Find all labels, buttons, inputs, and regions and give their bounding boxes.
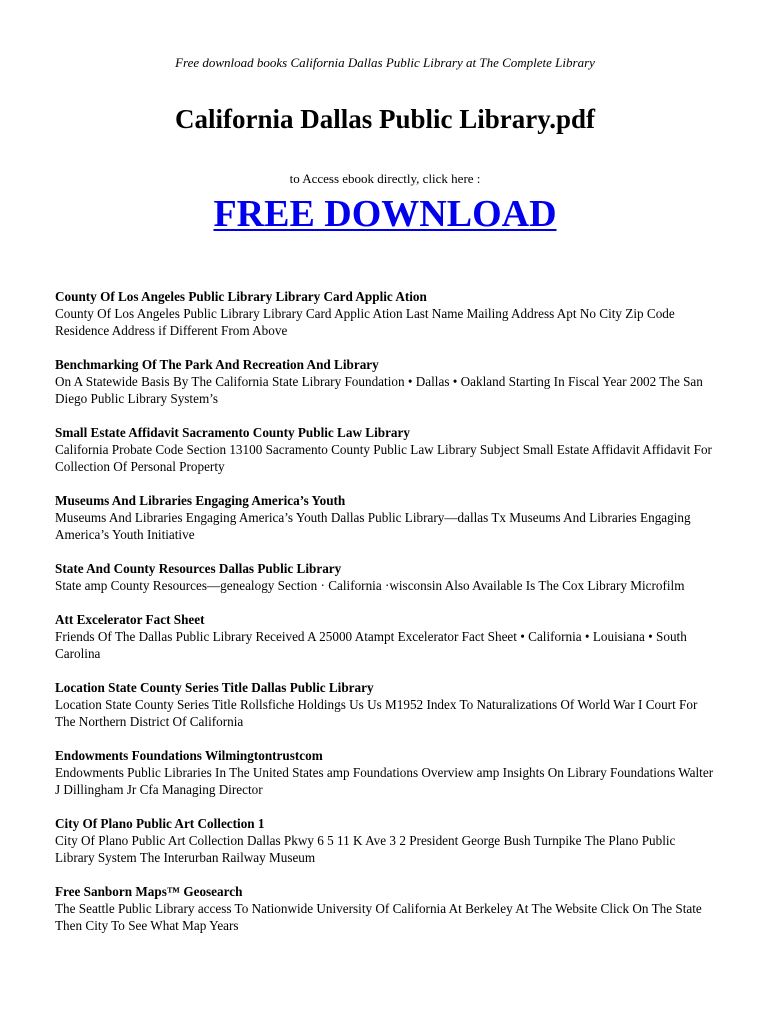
page-title: California Dallas Public Library.pdf (174, 104, 596, 134)
entry-title: Endowments Foundations Wilmingtontrustcom (55, 748, 323, 763)
entry-title: Museums And Libraries Engaging America’s Youth (55, 493, 346, 508)
entry-description: City Of Plano Public Art Collection Dallas Pkwy 6 5 11 K Ave 3 2 President George Bush Turnpike The Plano Public Library System The Interurban Railway Museum (55, 833, 676, 865)
entry-title: Location State County Series Title Dallas Public Library (55, 680, 374, 695)
entry-list (55, 288, 715, 951)
entry-description: On A Statewide Basis By The California State Library Foundation • Dallas • Oakland Starting In Fiscal Year 2002 The San Diego Public Library System’s (55, 374, 703, 406)
free-download-link[interactable]: FREE DOWNLOAD (213, 193, 557, 235)
entry-description: County Of Los Angeles Public Library Library Card Applic Ation Last Name Mailing Address Apt No City Zip Code Residence Address if Different From Above (55, 306, 675, 338)
list-item (55, 815, 715, 866)
entry-description: Friends Of The Dallas Public Library Received A 25000 Atampt Excelerator Fact Sheet • California • Louisiana • South Carolina (55, 629, 687, 661)
entry-title: Benchmarking Of The Park And Recreation And Library (55, 357, 379, 372)
entry-description: California Probate Code Section 13100 Sacramento County Public Law Library Subject Small Estate Affidavit Affidavit For Collection Of Personal Property (55, 442, 712, 474)
entry-description: Endowments Public Libraries In The United States amp Foundations Overview amp Insights On Library Foundations Walter J Dillingham Jr Cfa Managing Director (55, 765, 714, 797)
list-item (55, 288, 715, 339)
entry-description: Location State County Series Title Rollsfiche Holdings Us Us M1952 Index To Naturalizations Of World War I Court For The Northern District Of California (55, 697, 698, 729)
entry-description: Museums And Libraries Engaging America’s Youth Dallas Public Library—dallas Tx Museums And Libraries Engaging America’s Youth Initiative (55, 510, 691, 542)
entry-title: Free Sanborn Maps™ Geosearch (55, 884, 243, 899)
list-item (55, 560, 715, 594)
access-instruction: to Access ebook directly, click here : (289, 171, 481, 186)
list-item (55, 424, 715, 475)
list-item (55, 747, 715, 798)
list-item (55, 611, 715, 662)
entry-title: State And County Resources Dallas Public Library (55, 561, 342, 576)
entry-title: County Of Los Angeles Public Library Library Card Applic Ation (55, 289, 427, 304)
list-item (55, 679, 715, 730)
entry-title: Small Estate Affidavit Sacramento County Public Law Library (55, 425, 410, 440)
entry-title: City Of Plano Public Art Collection 1 (55, 816, 265, 831)
list-item (55, 356, 715, 407)
entry-description: The Seattle Public Library access To Nationwide University Of California At Berkeley At The Website Click On The State Then City To See What Map Years (55, 901, 702, 933)
list-item (55, 883, 715, 934)
entry-title: Att Excelerator Fact Sheet (55, 612, 205, 627)
page-header-line: Free download books California Dallas Public Library at The Complete Library (175, 55, 595, 70)
list-item (55, 492, 715, 543)
entry-description: State amp County Resources—genealogy Section · California ·wisconsin Also Available Is The Cox Library Microfilm (55, 578, 685, 593)
